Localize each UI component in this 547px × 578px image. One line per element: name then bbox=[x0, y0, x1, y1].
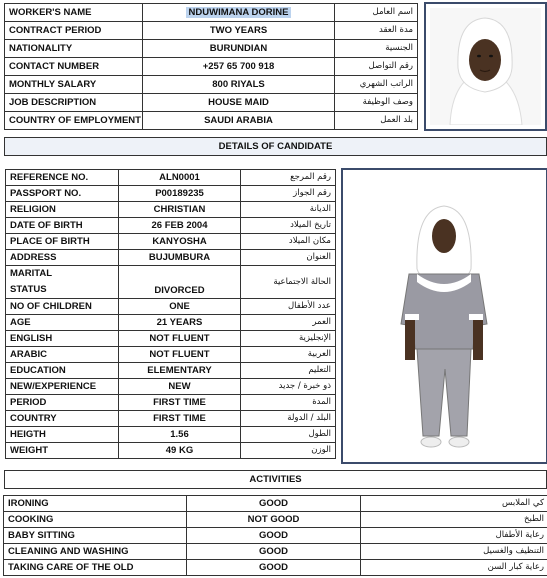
field-label-text: AGE bbox=[10, 317, 31, 328]
candidate-detail-row bbox=[6, 395, 336, 411]
candidate-detail-row bbox=[6, 443, 336, 459]
field-label-text: HEIGTH bbox=[10, 429, 46, 440]
candidate-details-table bbox=[5, 169, 336, 459]
activity-row bbox=[4, 512, 547, 528]
field-value-text: GOOD bbox=[258, 562, 289, 573]
field-value bbox=[119, 218, 241, 234]
field-label bbox=[6, 443, 119, 459]
worker-info-row bbox=[5, 94, 418, 112]
field-label bbox=[6, 315, 119, 331]
worker-info-row bbox=[5, 112, 418, 130]
candidate-detail-row bbox=[6, 170, 336, 186]
field-arabic-label: رعاية الأطفال bbox=[361, 528, 547, 544]
field-value bbox=[119, 186, 241, 202]
field-arabic-label: رعاية كبار السن bbox=[361, 560, 547, 576]
field-label-text: EDUCATION bbox=[10, 365, 66, 376]
field-arabic-label: الوزن bbox=[241, 443, 336, 459]
field-value-text: ELEMENTARY bbox=[147, 365, 212, 376]
field-label-text: ARABIC bbox=[10, 349, 47, 360]
field-value bbox=[187, 512, 361, 528]
candidate-detail-row bbox=[6, 250, 336, 266]
candidate-detail-row bbox=[6, 427, 336, 443]
field-label-text: REFERENCE NO. bbox=[10, 172, 89, 183]
field-value bbox=[119, 315, 241, 331]
candidate-detail-row bbox=[6, 363, 336, 379]
field-arabic-label: الجنسية bbox=[335, 40, 418, 58]
candidate-detail-row bbox=[6, 186, 336, 202]
field-value-text: 1.56 bbox=[170, 429, 189, 440]
field-label bbox=[4, 544, 187, 560]
field-value-text: NEW bbox=[168, 381, 191, 392]
field-value-text: DIVORCED bbox=[154, 285, 205, 296]
field-arabic-label: تاريخ الميلاد bbox=[241, 218, 336, 234]
field-label-text: IRONING bbox=[8, 498, 49, 509]
field-arabic-label: الطول bbox=[241, 427, 336, 443]
field-label-text: COUNTRY OF EMPLOYMENT bbox=[9, 115, 141, 126]
field-arabic-label: مكان الميلاد bbox=[241, 234, 336, 250]
field-value bbox=[119, 299, 241, 315]
field-label bbox=[6, 347, 119, 363]
field-value bbox=[119, 427, 241, 443]
field-value-text: NOT FLUENT bbox=[149, 349, 210, 360]
field-label bbox=[6, 363, 119, 379]
field-label-text: JOB DESCRIPTION bbox=[9, 97, 97, 108]
field-label bbox=[5, 76, 143, 94]
field-arabic-label: وصف الوظيفة bbox=[335, 94, 418, 112]
field-label bbox=[6, 234, 119, 250]
activity-row bbox=[4, 544, 547, 560]
field-value-text: ONE bbox=[169, 301, 190, 312]
field-value bbox=[143, 4, 335, 22]
field-value bbox=[143, 40, 335, 58]
activity-row bbox=[4, 496, 547, 512]
field-value-text: 800 RIYALS bbox=[212, 79, 265, 90]
field-value-text: NOT FLUENT bbox=[149, 333, 210, 344]
field-arabic-label: العمر bbox=[241, 315, 336, 331]
candidate-detail-row bbox=[6, 379, 336, 395]
field-arabic-label: بلد العمل bbox=[335, 112, 418, 130]
field-label bbox=[6, 250, 119, 266]
field-label bbox=[6, 411, 119, 427]
field-label bbox=[6, 427, 119, 443]
field-value-text: +257 65 700 918 bbox=[202, 61, 275, 72]
field-arabic-label: الإنجليزية bbox=[241, 331, 336, 347]
field-label bbox=[5, 4, 143, 22]
field-arabic-label: العربية bbox=[241, 347, 336, 363]
field-label bbox=[5, 94, 143, 112]
candidate-detail-row bbox=[6, 299, 336, 315]
activity-row bbox=[4, 528, 547, 544]
field-label-text: STATUS bbox=[10, 284, 47, 295]
worker-info-row bbox=[5, 4, 418, 22]
field-value-text: 21 YEARS bbox=[156, 317, 203, 328]
field-value bbox=[119, 411, 241, 427]
field-value-text: 26 FEB 2004 bbox=[151, 220, 208, 231]
field-value bbox=[187, 496, 361, 512]
field-arabic-label: اسم العامل bbox=[335, 4, 418, 22]
field-value bbox=[119, 234, 241, 250]
field-label bbox=[4, 528, 187, 544]
field-arabic-label: البلد / الدولة bbox=[241, 411, 336, 427]
field-label-text: BABY SITTING bbox=[8, 530, 75, 541]
field-arabic-label: مدة العقد bbox=[335, 22, 418, 40]
candidate-detail-row bbox=[6, 331, 336, 347]
field-label-text: ENGLISH bbox=[10, 333, 53, 344]
field-value-text: ALN0001 bbox=[159, 172, 200, 183]
field-value-text: P00189235 bbox=[155, 188, 204, 199]
field-value bbox=[143, 22, 335, 40]
field-label-text: ADDRESS bbox=[10, 252, 57, 263]
headshot-image bbox=[430, 8, 541, 125]
details-section-header: DETAILS OF CANDIDATE bbox=[4, 137, 547, 156]
field-value-text: FIRST TIME bbox=[153, 413, 206, 424]
field-arabic-label: الراتب الشهري bbox=[335, 76, 418, 94]
candidate-detail-row bbox=[6, 315, 336, 331]
field-label bbox=[4, 496, 187, 512]
field-value-text: SAUDI ARABIA bbox=[204, 115, 273, 126]
field-label bbox=[6, 186, 119, 202]
field-value bbox=[119, 202, 241, 218]
field-value bbox=[187, 528, 361, 544]
field-label-text: COUNTRY bbox=[10, 413, 57, 424]
field-label bbox=[5, 40, 143, 58]
field-arabic-label: التنظيف والغسيل bbox=[361, 544, 547, 560]
field-label bbox=[6, 395, 119, 411]
field-arabic-label: العنوان bbox=[241, 250, 336, 266]
field-value-text: GOOD bbox=[258, 546, 289, 557]
candidate-detail-row bbox=[6, 234, 336, 250]
field-label-text: NATIONALITY bbox=[9, 43, 73, 54]
field-arabic-label: كي الملابس bbox=[361, 496, 547, 512]
field-label bbox=[5, 22, 143, 40]
field-label bbox=[6, 218, 119, 234]
field-value-text: GOOD bbox=[258, 498, 289, 509]
field-value bbox=[187, 560, 361, 576]
field-value bbox=[119, 331, 241, 347]
field-label-text: CLEANING AND WASHING bbox=[8, 546, 129, 557]
field-value bbox=[143, 58, 335, 76]
field-label-text: DATE OF BIRTH bbox=[10, 220, 83, 231]
field-value-text: BURUNDIAN bbox=[209, 43, 268, 54]
field-label-text: WORKER'S NAME bbox=[9, 7, 92, 18]
field-value-text: TWO YEARS bbox=[209, 25, 268, 36]
field-label-text: MONTHLY SALARY bbox=[9, 79, 97, 90]
field-value bbox=[143, 112, 335, 130]
field-label bbox=[5, 58, 143, 76]
field-value bbox=[119, 395, 241, 411]
field-value-text: KANYOSHA bbox=[152, 236, 207, 247]
activities-section-header: ACTIVITIES bbox=[4, 470, 547, 489]
field-label-text: PASSPORT NO. bbox=[10, 188, 82, 199]
field-arabic-label: عدد الأطفال bbox=[241, 299, 336, 315]
candidate-detail-row bbox=[6, 266, 336, 299]
activities-table bbox=[3, 495, 547, 576]
field-value-text: NDUWIMANA DORINE bbox=[186, 7, 292, 18]
field-arabic-label: المدة bbox=[241, 395, 336, 411]
field-value bbox=[143, 94, 335, 112]
field-label bbox=[6, 202, 119, 218]
field-arabic-label: الطبخ bbox=[361, 512, 547, 528]
field-label bbox=[6, 170, 119, 186]
field-value-text: NOT GOOD bbox=[247, 514, 300, 525]
field-value-text: BUJUMBURA bbox=[148, 252, 211, 263]
field-arabic-label: ذو خبرة / جديد bbox=[241, 379, 336, 395]
field-value-text: 49 KG bbox=[165, 445, 194, 456]
field-value bbox=[119, 379, 241, 395]
field-label-text: WEIGHT bbox=[10, 445, 48, 456]
field-label-text: NEW/EXPERIENCE bbox=[10, 381, 97, 392]
full-body-photo bbox=[341, 168, 547, 464]
field-arabic-label: الديانة bbox=[241, 202, 336, 218]
candidate-detail-row bbox=[6, 218, 336, 234]
field-arabic-label: الحالة الاجتماعية bbox=[241, 266, 336, 299]
field-label bbox=[4, 560, 187, 576]
field-value bbox=[119, 363, 241, 379]
field-value bbox=[187, 544, 361, 560]
field-value-text: FIRST TIME bbox=[153, 397, 206, 408]
field-label-text: RELIGION bbox=[10, 204, 56, 215]
field-label-text: CONTRACT PERIOD bbox=[9, 25, 102, 36]
field-label bbox=[4, 512, 187, 528]
field-value bbox=[143, 76, 335, 94]
field-label bbox=[6, 266, 119, 299]
full-body-image bbox=[347, 174, 542, 458]
field-value bbox=[119, 250, 241, 266]
field-label-text: COOKING bbox=[8, 514, 54, 525]
field-value-text: GOOD bbox=[258, 530, 289, 541]
field-label-text: MARITAL bbox=[10, 268, 53, 279]
field-label bbox=[6, 379, 119, 395]
candidate-detail-row bbox=[6, 347, 336, 363]
worker-info-row bbox=[5, 58, 418, 76]
field-arabic-label: رقم الجواز bbox=[241, 186, 336, 202]
worker-info-table bbox=[4, 3, 418, 130]
worker-info-row bbox=[5, 22, 418, 40]
field-label bbox=[5, 112, 143, 130]
field-arabic-label: رقم التواصل bbox=[335, 58, 418, 76]
candidate-detail-row bbox=[6, 411, 336, 427]
headshot-photo bbox=[424, 2, 547, 131]
field-label bbox=[6, 331, 119, 347]
field-label bbox=[6, 299, 119, 315]
field-value-text: CHRISTIAN bbox=[153, 204, 206, 215]
candidate-detail-row bbox=[6, 202, 336, 218]
field-value bbox=[119, 266, 241, 299]
field-label-text: PLACE OF BIRTH bbox=[10, 236, 90, 247]
field-label-text: CONTACT NUMBER bbox=[9, 61, 100, 72]
field-label-text: TAKING CARE OF THE OLD bbox=[8, 562, 134, 573]
field-value bbox=[119, 170, 241, 186]
field-arabic-label: رقم المرجع bbox=[241, 170, 336, 186]
field-value-text: HOUSE MAID bbox=[208, 97, 269, 108]
field-value bbox=[119, 443, 241, 459]
field-label-text: PERIOD bbox=[10, 397, 47, 408]
worker-info-row bbox=[5, 40, 418, 58]
field-arabic-label: التعليم bbox=[241, 363, 336, 379]
activity-row bbox=[4, 560, 547, 576]
worker-info-row bbox=[5, 76, 418, 94]
field-value bbox=[119, 347, 241, 363]
field-label-text: NO OF CHILDREN bbox=[10, 301, 92, 312]
